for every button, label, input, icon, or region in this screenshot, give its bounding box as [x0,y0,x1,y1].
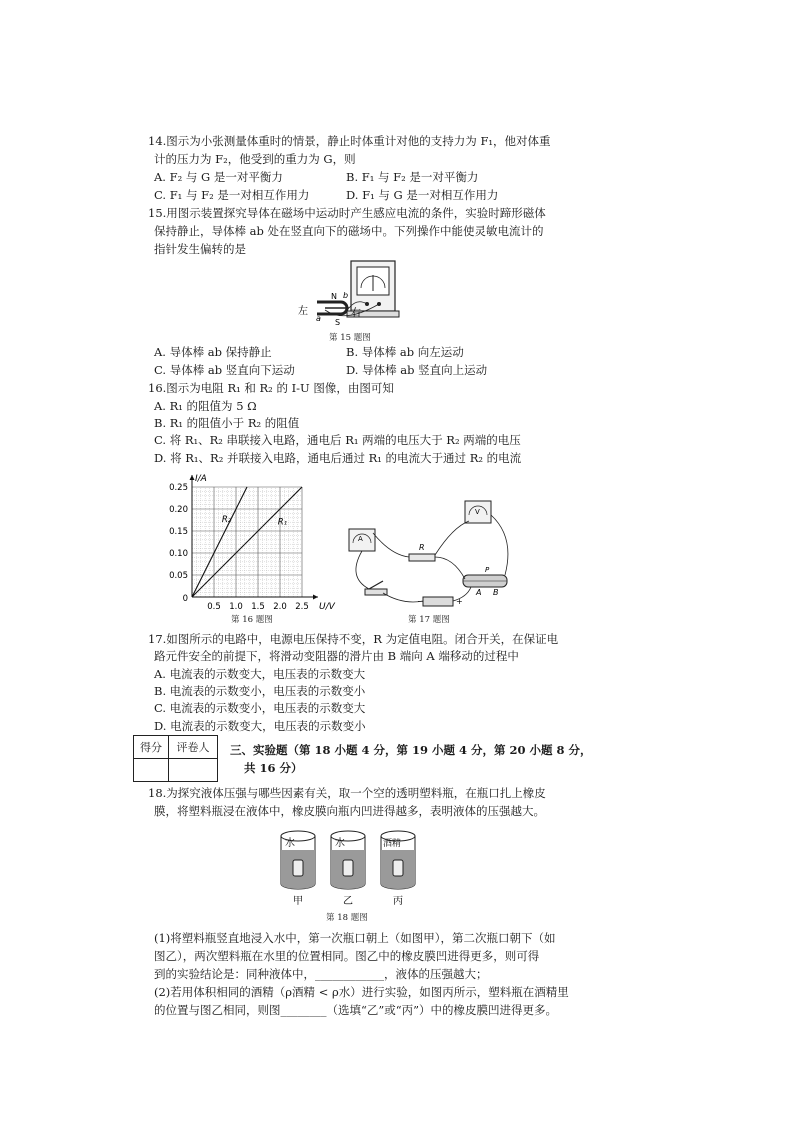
label-jia: 甲 [293,896,303,907]
bottle-bing [393,860,403,876]
q18-figure [278,826,418,910]
wire-ammeter-resistor [373,533,409,557]
q18-part2-line2: 的位置与图乙相同，则图________（选填“乙”或“丙”）中的橡皮膜凹进得更多。 [154,1003,558,1017]
q17-option-d: D. 电流表的示数变大，电压表的示数变小 [154,719,366,733]
y-axis-arrow [190,475,195,480]
q16-option-b: B. R₁ 的阻值小于 R₂ 的阻值 [154,416,300,430]
q15-option-d: D. 导体棒 ab 竖直向上运动 [346,363,488,377]
series-line-r1 [192,487,302,597]
q14-option-b: B. F₁ 与 F₂ 是一对平衡力 [346,170,479,184]
rod-a-label: a [316,314,321,323]
q15-stem-line2: 保持静止，导体棒 ab 处在竖直向下的磁场中。下列操作中能使灵敏电流计的 [154,224,544,238]
y-tick-label: 0.15 [169,527,188,537]
rod-b-label: b [343,291,349,300]
q15-option-c: C. 导体棒 ab 竖直向下运动 [154,363,295,377]
rheostat-a-label: A [476,588,482,597]
q18-part1-line3: 到的实验结论是：同种液体中，____________，液体的压强越大； [154,967,488,981]
magnet-s-label: S [335,318,341,327]
q14-stem-line2: 计的压力为 F₂，他受到的重力为 G，则 [154,152,356,166]
series-label-r1: R₁ [277,517,288,528]
left-label: 左 [298,306,308,317]
beaker-yi [331,831,365,889]
q17-caption: 第 17 题图 [408,615,450,625]
voltmeter-symbol: V [475,508,480,516]
q17-option-c: C. 电流表的示数变小，电压表的示数变大 [154,701,366,715]
wire-voltmeter-rheostat [491,515,508,575]
q15-stem-line1: 15.用图示装置探究导体在磁场中运动时产生感应电流的条件，实验时蹄形磁体 [148,206,546,220]
x-axis-label: U/V [319,602,335,612]
wire-resistor-voltmeter [435,521,469,555]
switch-base [365,589,387,595]
beaker-bing [381,831,415,889]
label-bing: 丙 [393,896,403,907]
q15-caption: 第 15 题图 [329,333,371,343]
q16-stem: 16.图示为电阻 R₁ 和 R₂ 的 I-U 图像，由图可知 [148,381,394,395]
wire-resistor-rheostat [435,557,465,579]
q17-stem-line1: 17.如图所示的电路中，电源电压保持不变，R 为定值电阻。闭合开关，在保证电 [148,632,559,646]
beaker-jia-liquid: 水 [285,838,295,849]
section-3-title-line1: 三、实验题（第 18 小题 4 分，第 19 小题 4 分，第 20 小题 8 分， [230,743,592,757]
grader-cell [169,759,218,782]
rheostat-p-label: P [485,566,490,574]
score-cell [134,759,169,782]
beaker-jia [281,831,315,889]
battery [423,597,453,606]
q18-stem-line1: 18.为探究液体压强与哪些因素有关，取一个空的透明塑料瓶，在瓶口扎上橡皮 [148,786,546,800]
x-tick-label: 0.5 [207,602,221,612]
grader-label: 评卷人 [169,736,218,759]
q18-part1-line1: (1)将塑料瓶竖直地浸入水中，第一次瓶口朝上（如图甲），第二次瓶口朝下（如 [154,931,556,945]
series-label-r2: R₂ [221,515,232,526]
q16-iu-chart [160,468,340,613]
q15-option-a: A. 导体棒 ab 保持静止 [154,345,272,359]
switch-blade [369,581,383,589]
score-table [133,735,218,782]
wire-ammeter-switch [356,551,369,589]
q18-stem-line2: 膜，将塑料瓶浸在液体中，橡皮膜向瓶内凹进得越多，表明液体的压强越大。 [154,804,545,818]
rheostat-b-label: B [493,588,499,597]
q17-stem-line2: 路元件安全的前提下，将滑动变阻器的滑片由 B 端向 A 端移动的过程中 [154,649,519,663]
magnet-n-label: N [331,292,337,301]
q18-part1-line2: 图乙），两次塑料瓶在水里的位置相同。图乙中的橡皮膜凹进得更多，则可得 [154,949,540,963]
beaker-yi-liquid: 水 [335,838,345,849]
q16-caption: 第 16 题图 [231,615,273,625]
x-tick-label: 2.0 [273,602,287,612]
q15-figure [295,258,415,328]
battery-minus: − [417,597,424,606]
series-line-r2 [192,487,247,597]
y-tick-label: 0.10 [169,549,188,559]
label-yi: 乙 [343,896,353,907]
bottle-yi [343,860,353,876]
ammeter-symbol: A [358,535,363,543]
q18-caption: 第 18 题图 [326,913,368,923]
q17-option-a: A. 电流表的示数变大，电压表的示数变大 [154,667,366,681]
section-3-title-line2: 共 16 分） [244,761,303,775]
q15-option-b: B. 导体棒 ab 向左运动 [346,345,464,359]
right-label: 右 [351,308,361,319]
x-axis-arrow [313,595,318,600]
resistor-label: R [419,543,425,552]
beaker-bing-liquid: 酒精 [383,839,402,849]
q17-circuit-figure [343,497,519,613]
x-tick-label: 2.5 [295,602,309,612]
q14-option-a: A. F₂ 与 G 是一对平衡力 [154,170,283,184]
y-tick-label: 0.20 [169,505,188,515]
y-tick-label: 0.25 [169,483,188,493]
q16-option-a: A. R₁ 的阻值为 5 Ω [154,399,257,413]
battery-plus: + [456,597,463,606]
y-tick-label: 0.05 [169,571,188,581]
q18-part2-line1: (2)若用体积相同的酒精（ρ酒精 < ρ水）进行实验，如图丙所示，塑料瓶在酒精里 [154,985,569,999]
score-label: 得分 [134,736,169,759]
q14-option-c: C. F₁ 与 F₂ 是一对相互作用力 [154,188,310,202]
resistor-r [409,554,435,561]
q16-option-c: C. 将 R₁、R₂ 串联接入电路，通电后 R₁ 两端的电压大于 R₂ 两端的电压 [154,433,521,447]
bottle-jia [293,860,303,876]
q16-option-d: D. 将 R₁、R₂ 并联接入电路，通电后通过 R₁ 的电流大于通过 R₂ 的电流 [154,451,522,465]
x-tick-label: 1.0 [229,602,243,612]
q15-stem-line3: 指针发生偏转的是 [154,242,246,256]
q14-stem-line1: 14.图示为小张测量体重时的情景，静止时体重计对他的支持力为 F₁，他对体重 [148,134,551,148]
y-axis-label: I/A [195,474,207,484]
x-tick-label: 1.5 [251,602,265,612]
q17-option-b: B. 电流表的示数变小，电压表的示数变小 [154,684,366,698]
chart-series [192,487,302,597]
origin-label: 0 [182,594,188,604]
chart-labels [169,474,336,612]
q14-option-d: D. F₁ 与 G 是一对相互作用力 [346,188,499,202]
